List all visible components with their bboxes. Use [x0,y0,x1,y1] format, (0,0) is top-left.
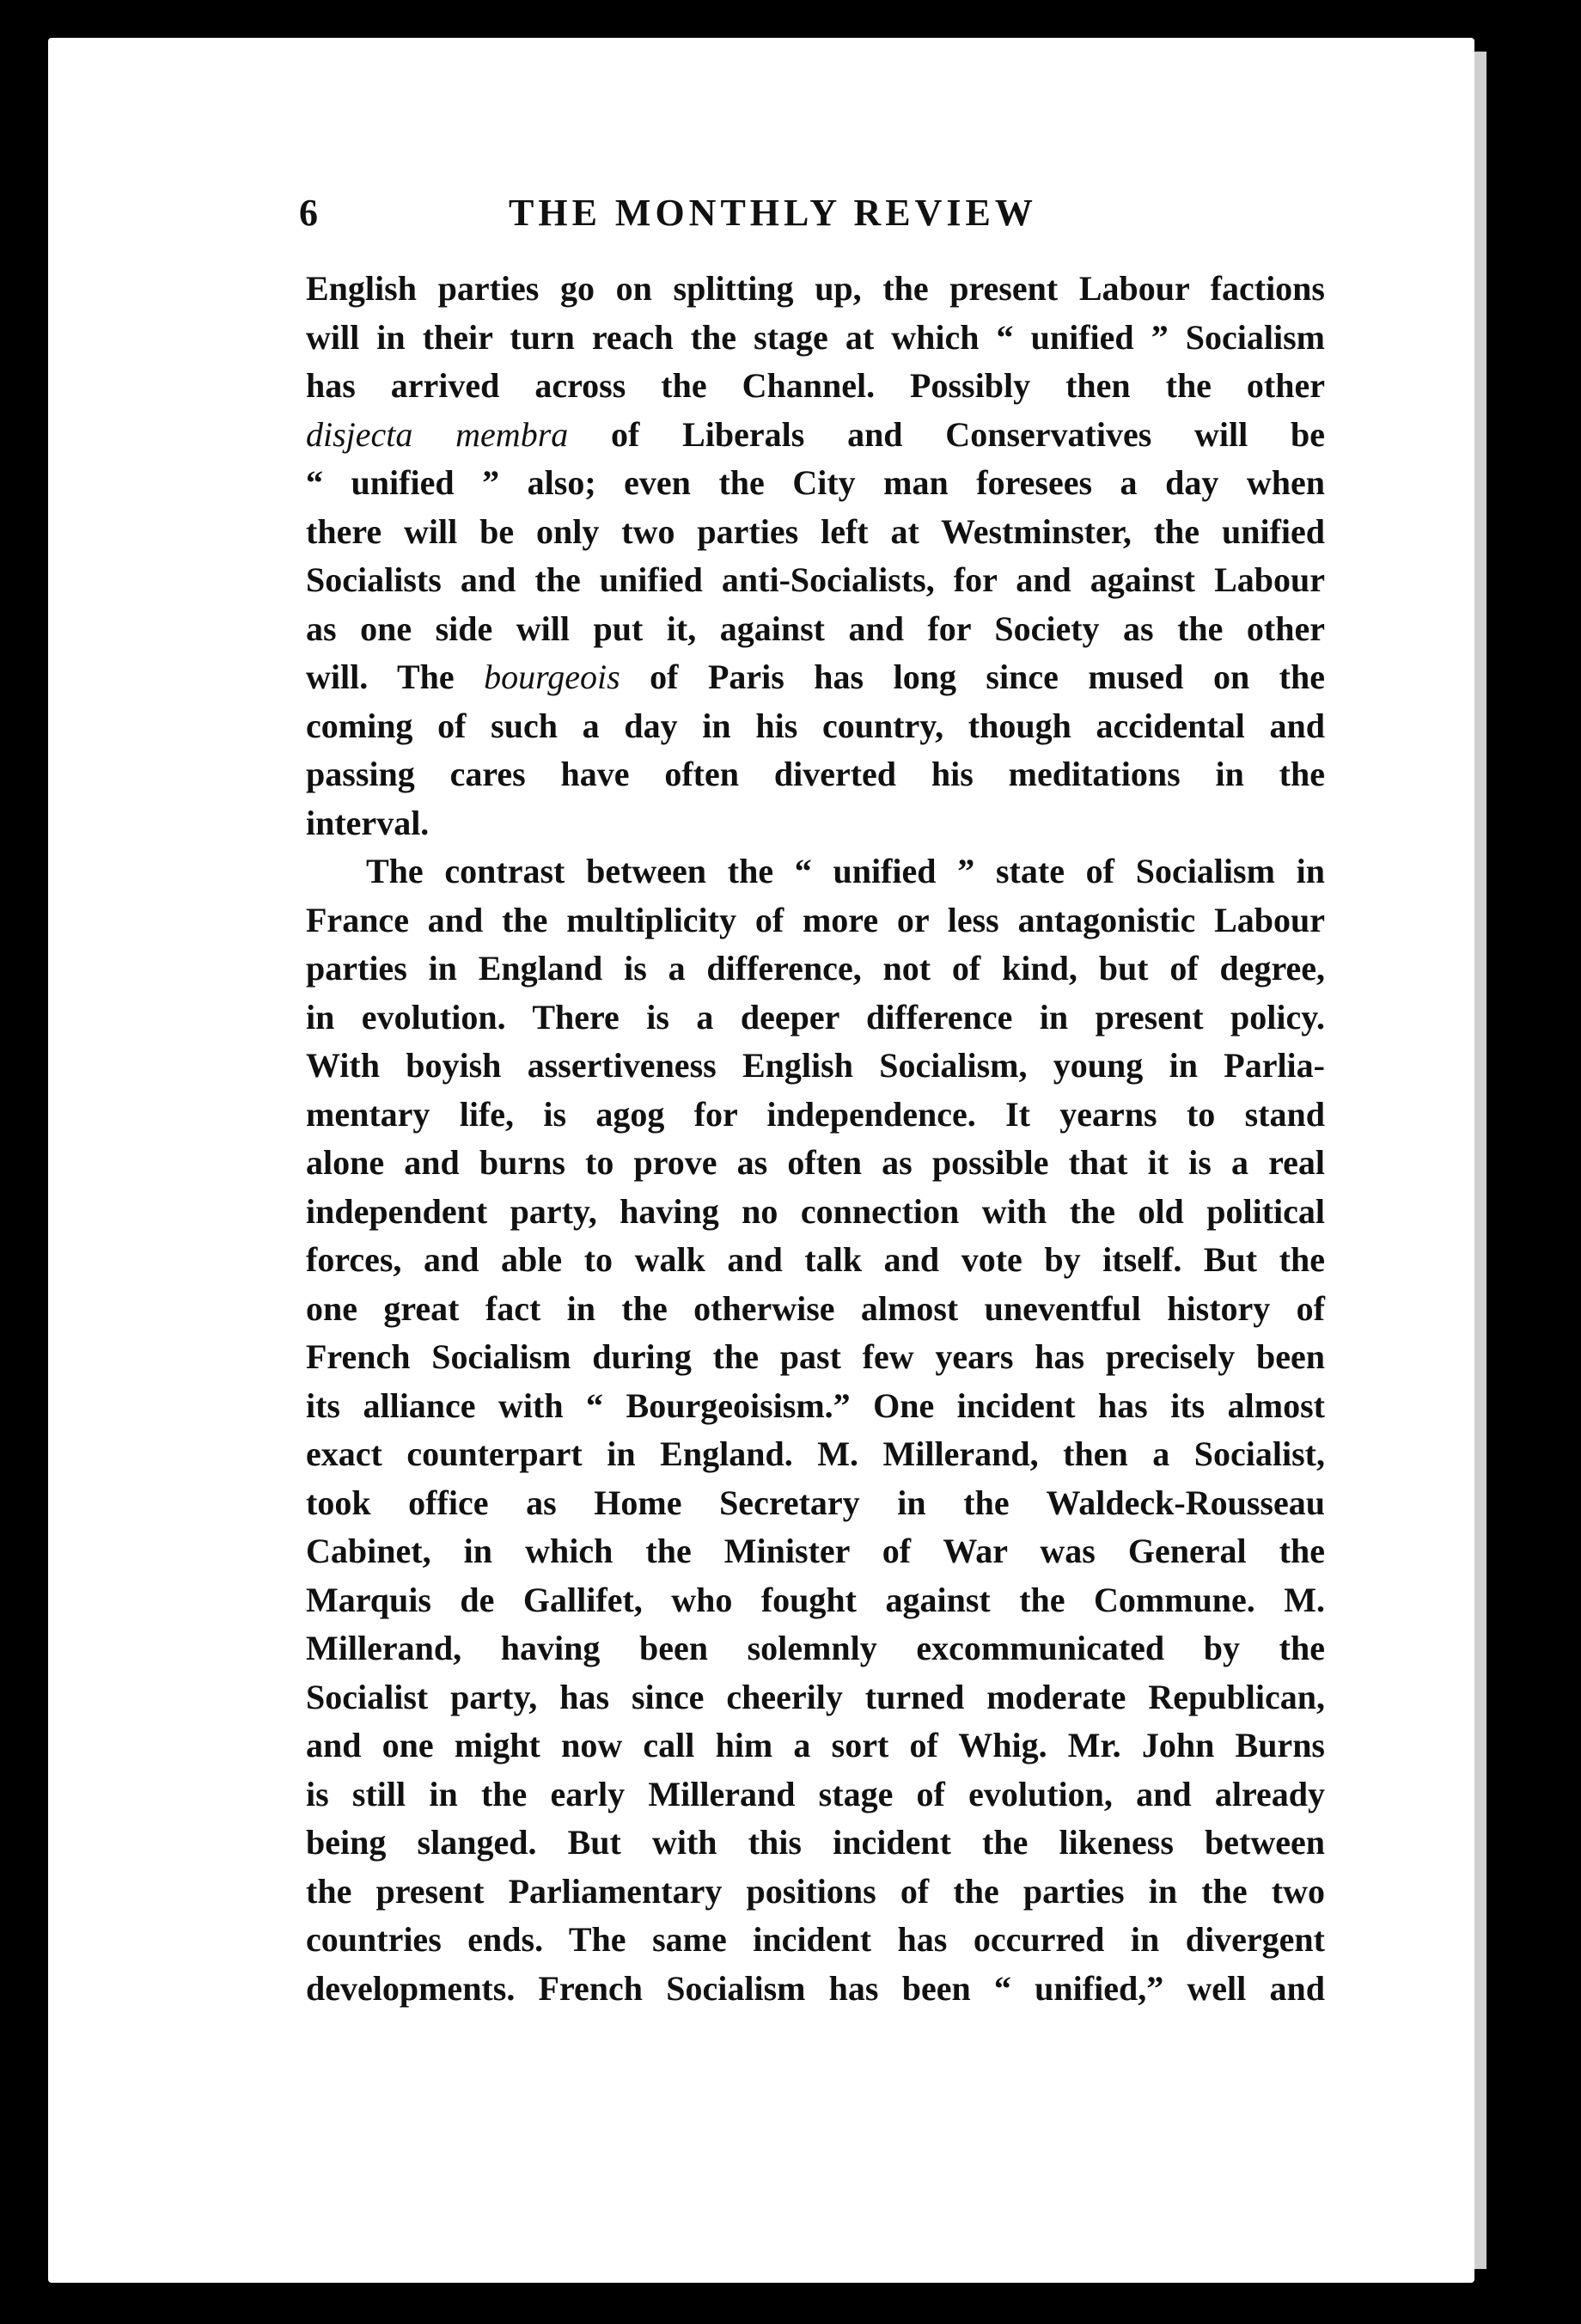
text-line: one great fact in the otherwise almost uneventful history of [306,1288,1325,1328]
paragraph-first-line: The contrast between the “ unified ” state of Socialism in [366,852,1325,890]
text-line: forces, and able to walk and talk and vote by itself. But the [306,1240,1325,1279]
running-head: THE MONTHLY REVIEW [509,192,1037,234]
text-line: disjecta membra of Liberals and Conservatives will be [306,414,1325,454]
text-line: its alliance with “ Bourgeoisism.” One incident has its almost [306,1385,1325,1425]
text-line: coming of such a day in his country, though accidental and [306,706,1325,745]
text-line: will in their turn reach the stage at which “ unified ” Socialism [306,317,1325,357]
text-line: as one side will put it, against and for Society as the other [306,609,1325,648]
paragraph-end-line: interval. [306,803,430,842]
text-line: With boyish assertiveness English Socialism, young in Parlia- [306,1046,1325,1085]
text-line: alone and burns to prove as often as possible that it is a real [306,1143,1325,1182]
text-line: being slanged. But with this incident the likeness between [306,1823,1325,1862]
text-line: English parties go on splitting up, the present Labour factions [306,269,1325,308]
text-line: “ unified ” also; even the City man foresees a day when [306,463,1325,502]
text-line: French Socialism during the past few years has precisely been [306,1337,1325,1376]
text-line: will. The bourgeois of Paris has long since mused on the [306,657,1326,696]
text-line: Socialists and the unified anti-Socialists, for and against Labour [306,560,1325,599]
italic-phrase: disjecta membra [306,414,569,454]
text-line: Socialist party, has since cheerily turned moderate Republican, [306,1677,1325,1716]
text-line: parties in England is a difference, not of kind, but of degree, [306,949,1325,988]
page-number: 6 [299,192,318,234]
text-line: passing cares have often diverted his meditations in the [306,755,1325,793]
text-line: independent party, having no connection with the old political [306,1191,1325,1231]
text-line: the present Parliamentary positions of the parties in the two [306,1871,1325,1911]
italic-phrase: bourgeois [484,657,620,696]
body-text [306,265,1325,2013]
text-line: Millerand, having been solemnly excommunicated by the [306,1629,1325,1667]
text-line: in evolution. There is a deeper difference in present policy. [306,997,1325,1037]
text-line: mentary life, is agog for independence. It yearns to stand [306,1094,1325,1134]
text-line: exact counterpart in England. M. Millerand, then a Socialist, [306,1434,1325,1473]
text-line: countries ends. The same incident has occurred in divergent [306,1920,1325,1959]
text-line: and one might now call him a sort of Whig. Mr. John Burns [306,1726,1325,1764]
page-header [299,191,1090,251]
text-line: there will be only two parties left at Westminster, the unified [306,511,1325,551]
text-line: has arrived across the Channel. Possibly then the other [306,366,1325,405]
adjacent-page-edge [1474,52,1486,2269]
text-line: Marquis de Gallifet, who fought against the Commune. M. [306,1580,1325,1619]
text-line: France and the multiplicity of more or less antagonistic Labour [306,900,1325,939]
text-line: took office as Home Secretary in the Waldeck-Rousseau [306,1483,1325,1522]
text-line: Cabinet, in which the Minister of War was General the [306,1532,1325,1570]
text-line: is still in the early Millerand stage of evolution, and already [306,1774,1325,1813]
text-line: developments. French Socialism has been “ unified,” well and [306,1968,1325,2008]
